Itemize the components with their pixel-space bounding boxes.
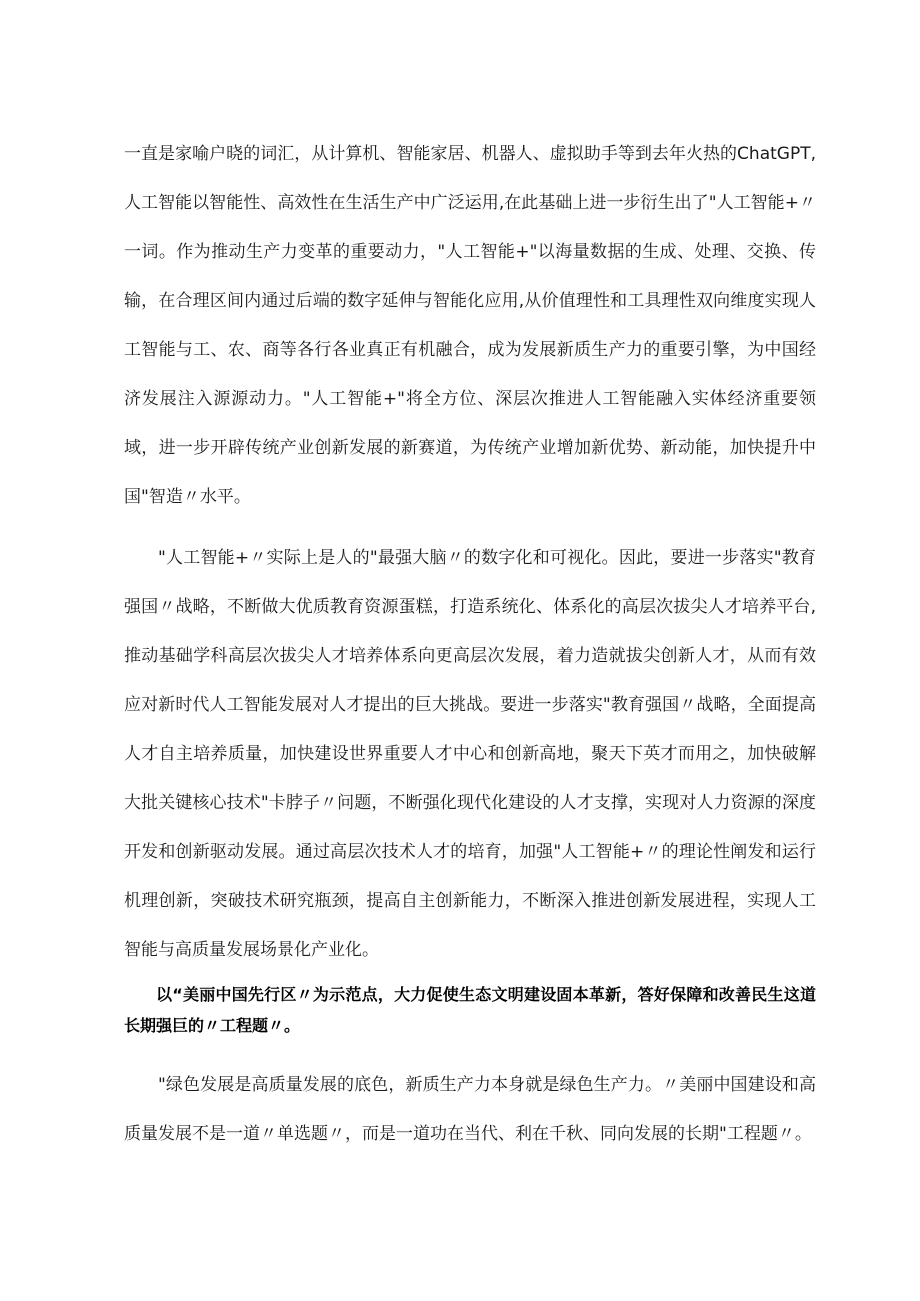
paragraph-green-development: "绿色发展是高质量发展的底色，新质生产力本身就是绿色生产力。〃美丽中国建设和高质量发展不是一道〃单选题〃，而是一道功在当代、利在千秋、同向发展的长期"工程题〃。	[124, 1075, 816, 1144]
paragraph-talent-education: "人工智能+〃实际上是人的"最强大脑〃的数字化和可视化。因此，要进一步落实"教育强国〃战略，不断做大优质教育资源蛋糕，打造系统化、体系化的高层次拔尖人才培养平台,推动基础学科高层次拔尖人才培养体系向更高层次发展，着力造就拔尖创新人才，从而有效应对新时代人工智能发展对人才提出的巨大挑战。要进一步落实"教育强国〃战略，全面提高人才自主培养质量，加快建设世界重要人才中心和创新高地，聚天下英才而用之，加快破解大批关键核心技术"卡脖子〃问题，不断强化现代化建设的人才支撑，实现对人力资源的深度开发和创新驱动发展。通过高层次技术人才的培育，加强"人工智能+〃的理论性阐发和运行机理创新，突破技术研究瓶颈，提高自主创新能力，不断深入推进创新发展进程，实现人工智能与高质量发展场景化产业化。	[124, 548, 816, 960]
paragraph-ai-plus-intro: 一直是家喻户晓的词汇，从计算机、智能家居、机器人、虚拟助手等到去年火热的ChatGPT,人工智能以智能性、高效性在生活生产中广泛运用,在此基础上进一步衍生出了"人工智能+〃一词。作为推动生产力变革的重要动力，"人工智能+"以海量数据的生成、处理、交换、传输，在合理区间内通过后端的数字延伸与智能化应用,从价值理性和工具理性双向维度实现人工智能与工、农、商等各行各业真正有机融合，成为发展新质生产力的重要引擎，为中国经济发展注入源源动力。"人工智能+"将全方位、深层次推进人工智能融入实体经济重要领域，进一步开辟传统产业创新发展的新赛道，为传统产业增加新优势、新动能，加快提升中国"智造〃水平。	[124, 144, 816, 507]
section-heading-beautiful-china: 以“美丽中国先行区〃为示范点，大力促使生态文明建设固本革新，答好保障和改善民生这道长期强巨的〃工程题〃。	[124, 985, 816, 1035]
document-body	[124, 130, 816, 1159]
